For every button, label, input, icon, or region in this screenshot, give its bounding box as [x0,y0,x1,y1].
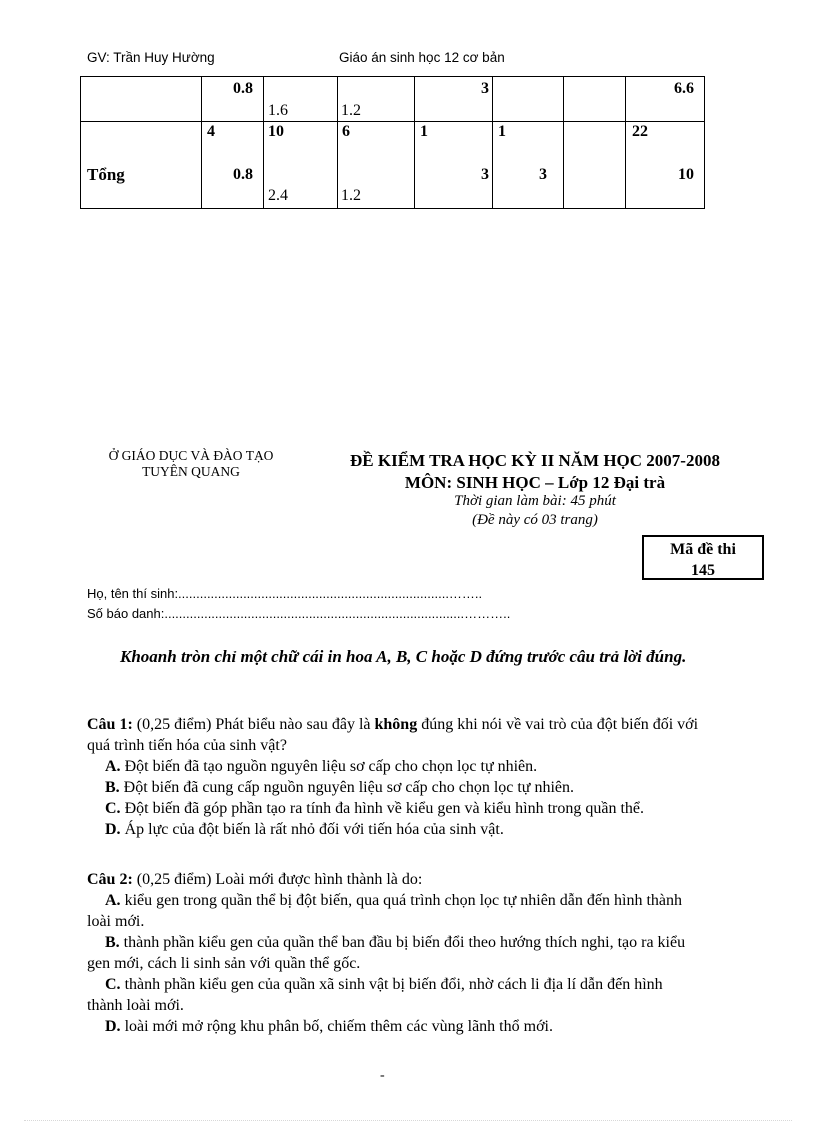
question-stem [87,869,699,890]
cell-value: 22 [632,123,648,140]
exam-pages: (Đề này có 03 trang) [472,512,598,528]
cell-value: 3 [539,166,547,183]
school-line-2: TUYÊN QUANG [142,464,240,479]
exam-time: Thời gian làm bài: 45 phút [454,493,616,509]
student-name-field: Họ, tên thí sinh:...........................................................................…….. [87,586,483,601]
table-cell [564,122,626,209]
option-letter: C. [105,976,121,993]
table-cell-label [81,122,202,209]
cell-value: 6.6 [674,80,694,97]
table-cell [338,122,415,209]
question-emphasis: không [374,716,418,733]
option-letter: B. [105,934,120,951]
table-cell [493,122,564,209]
question-text: (0,25 điểm) Phát biểu nào sau đây là [132,716,375,733]
table-cell-label [81,77,202,122]
question-text: đúng khi nói về vai trò của đột biến đối với quá trình tiến hóa của sinh vật? [87,716,699,754]
option-a [87,890,699,932]
school-department [96,448,286,480]
exam-heading [315,450,755,494]
table-cell [493,77,564,122]
option-letter: B. [105,779,120,796]
table-cell [338,77,415,122]
table-cell [415,77,493,122]
header-document-title: Giáo án sinh học 12 cơ bản [339,50,505,65]
table-cell [264,77,338,122]
exam-code-value: 145 [691,562,715,579]
option-d [87,819,699,840]
footer-divider [24,1120,792,1121]
cell-value: 1 [420,123,428,140]
cell-value: 3 [481,166,489,183]
option-c [87,798,699,819]
option-text: thành phần kiểu gen của quần xã sinh vật bị biến đổi, nhờ cách li địa lí dẫn đến hình thành loài mới. [87,976,663,1014]
cell-value: 0.8 [233,80,253,97]
option-text: Áp lực của đột biến là rất nhỏ đối với tiến hóa của sinh vật. [120,821,504,838]
option-text: Đột biến đã cung cấp nguồn nguyên liệu sơ cấp cho chọn lọc tự nhiên. [119,779,575,796]
option-text: loài mới mở rộng khu phân bố, chiếm thêm các vùng lãnh thổ mới. [120,1018,553,1035]
cell-value: 10 [268,123,284,140]
option-text: kiểu gen trong quần thể bị đột biến, qua quá trình chọn lọc tự nhiên dẫn đến hình thành loài mới. [87,892,682,930]
question-stem [87,714,699,756]
option-letter: A. [105,758,121,775]
option-letter: D. [105,821,121,838]
exam-subject: MÔN: SINH HỌC – Lớp 12 Đại trà [404,473,666,492]
question-1 [87,714,699,840]
exam-meta [315,492,755,530]
header-teacher: GV: Trần Huy Hường [87,50,215,65]
cell-value: 3 [481,80,489,97]
cell-value: 1.6 [268,102,288,119]
cell-value: 2.4 [268,187,288,204]
exam-title: ĐỀ KIỂM TRA HỌC KỲ II NĂM HỌC 2007-2008 [350,451,720,470]
option-b [87,932,699,974]
option-letter: C. [105,800,121,817]
question-label: Câu 2: [87,871,133,888]
cell-value: 4 [207,123,215,140]
school-line-1: Ở GIÁO DỤC VÀ ĐÀO TẠO [108,448,274,463]
cell-value: 0.8 [233,166,253,183]
student-id-field: Số báo danh:...................................................................................……….. [87,606,511,621]
score-table [80,76,705,209]
table-row [81,77,705,122]
question-text: (0,25 điểm) Loài mới được hình thành là do: [132,871,423,888]
cell-value: 10 [678,166,694,183]
exam-code-box [642,535,764,580]
table-cell [626,122,705,209]
option-text: thành phần kiểu gen của quần thể ban đầu bị biến đổi theo hướng thích nghi, tạo ra kiểu gen mới, cách li sinh sản với quần thể gốc. [87,934,686,972]
option-text: Đột biến đã góp phần tạo ra tính đa hình về kiểu gen và kiểu hình trong quần thể. [120,800,644,817]
cell-value: 6 [342,123,350,140]
option-a [87,756,699,777]
exam-code-label: Mã đề thi [670,541,736,558]
table-row [81,122,705,209]
table-cell [264,122,338,209]
option-text: Đột biến đã tạo nguồn nguyên liệu sơ cấp cho chọn lọc tự nhiên. [120,758,538,775]
row-label-total: Tổng [87,165,125,184]
cell-value: 1.2 [341,187,361,204]
option-letter: D. [105,1018,121,1035]
table-cell [415,122,493,209]
instruction: Khoanh tròn chỉ một chữ cái in hoa A, B, C hoặc D đứng trước câu trả lời đúng. [120,647,687,666]
cell-value: 1.2 [341,102,361,119]
table-cell [202,122,264,209]
question-label: Câu 1: [87,716,133,733]
option-b [87,777,699,798]
question-2 [87,869,699,1037]
option-c [87,974,699,1016]
option-d [87,1016,699,1037]
page-mark: - [380,1068,385,1083]
cell-value: 1 [498,123,506,140]
table-cell [202,77,264,122]
table-cell [564,77,626,122]
option-letter: A. [105,892,121,909]
table-cell [626,77,705,122]
